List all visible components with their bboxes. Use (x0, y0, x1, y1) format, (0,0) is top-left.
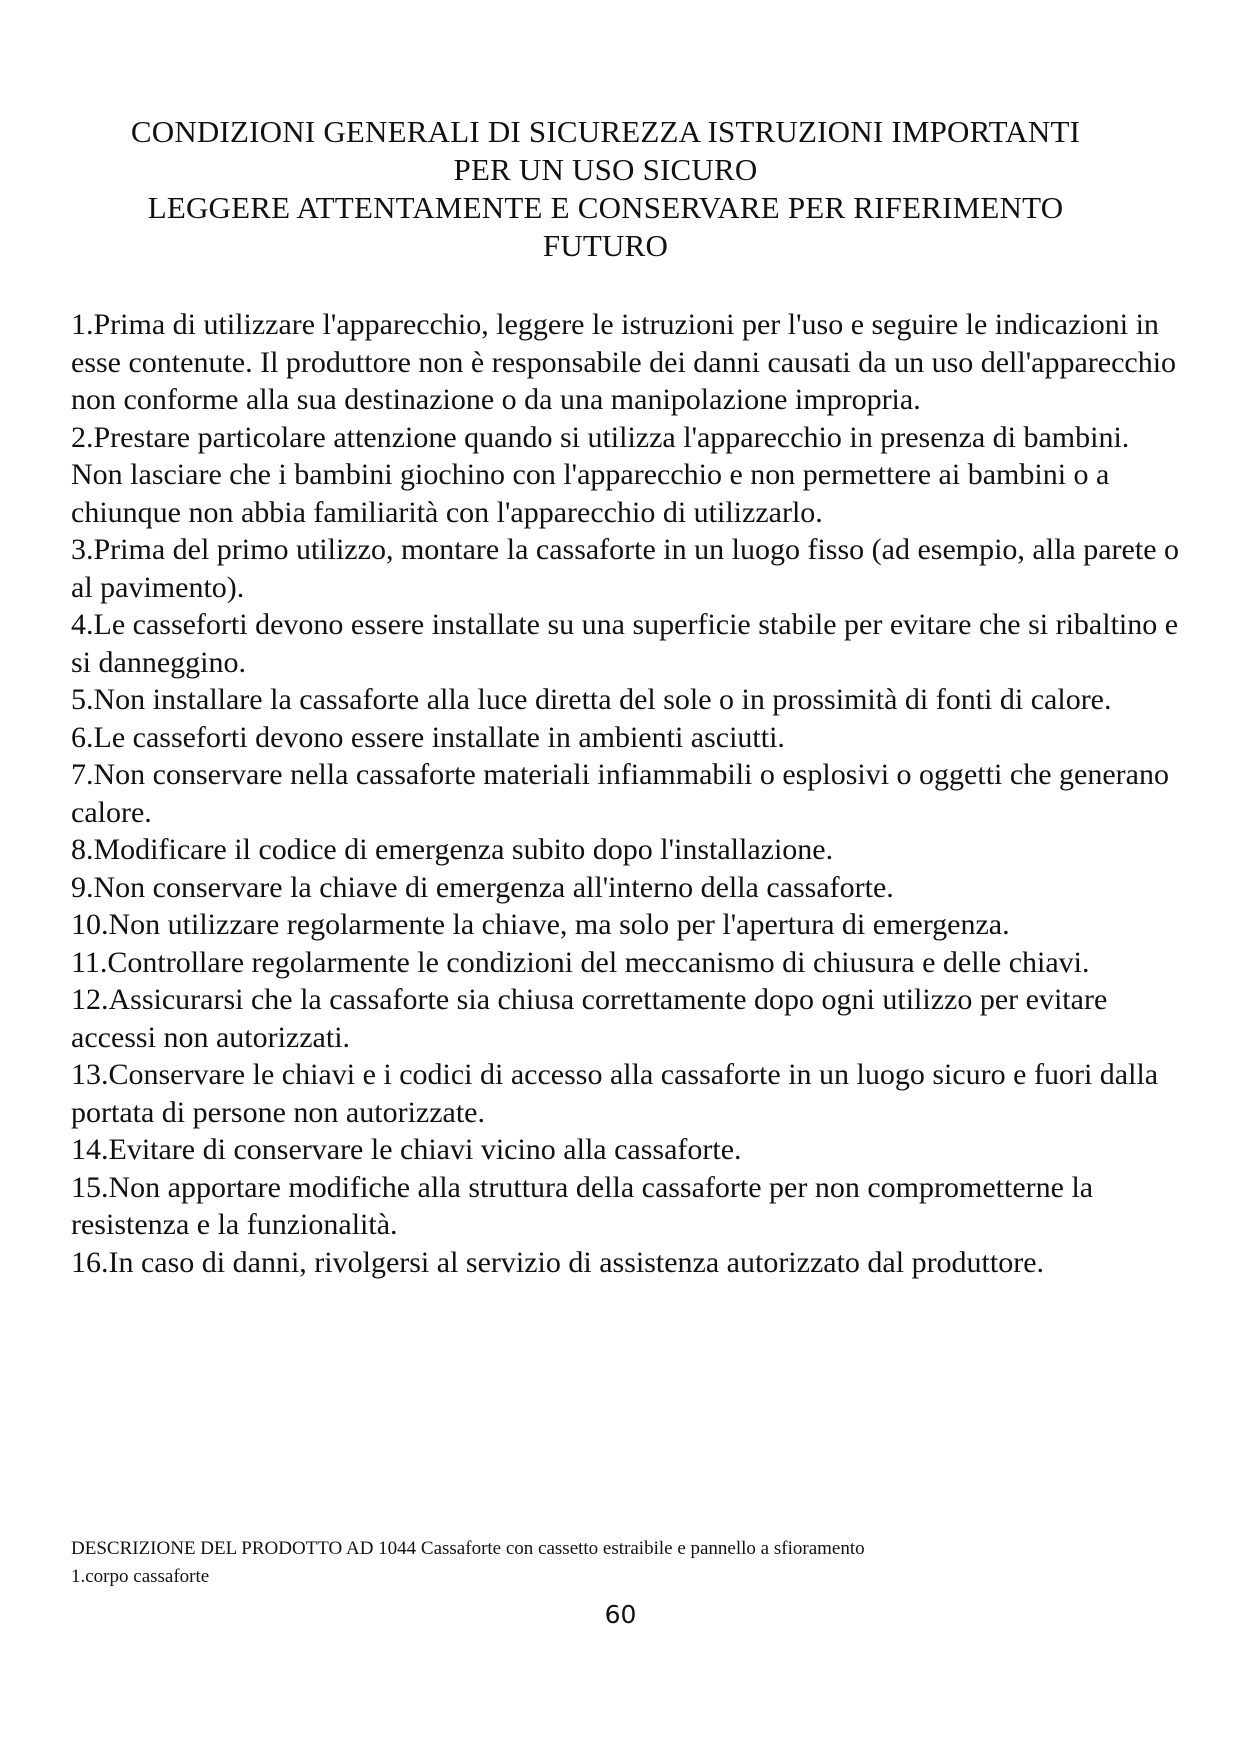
instruction-item-15: 15.Non apportare modifiche alla struttura della cassaforte per non comprometterne la resistenza e la funzionalità. (71, 1170, 1094, 1241)
product-description-title: DESCRIZIONE DEL PRODOTTO AD 1044 Cassaforte con cassetto estraibile e pannello a sfioramento (71, 1538, 865, 1559)
instruction-item-1: 1.Prima di utilizzare l'apparecchio, leggere le istruzioni per l'uso e seguire le indicazioni in esse contenute. Il produttore non è responsabile dei danni causati da un uso dell'apparecchio non conforme alla sua destinazione o da una manipolazione impropria. (71, 308, 1177, 416)
heading-line-2: PER UN USO SICURO (453, 152, 758, 187)
instruction-item-3: 3.Prima del primo utilizzo, montare la cassaforte in un luogo fisso (ad esempio, alla parete o al pavimento). (71, 533, 1180, 604)
instruction-item-10: 10.Non utilizzare regolarmente la chiave, ma solo per l'apertura di emergenza. (71, 908, 1010, 941)
instruction-item-14: 14.Evitare di conservare le chiavi vicino alla cassaforte. (71, 1133, 742, 1166)
instruction-item-4: 4.Le casseforti devono essere installate su una superficie stabile per evitare che si ribaltino e si danneggino. (71, 608, 1179, 679)
safety-heading (60, 113, 1151, 265)
instruction-item-9: 9.Non conservare la chiave di emergenza all'interno della cassaforte. (71, 870, 894, 904)
instruction-item-12: 12.Assicurarsi che la cassaforte sia chiusa correttamente dopo ogni utilizzo per evitare accessi non autorizzati. (71, 983, 1108, 1054)
instruction-item-2: 2.Prestare particolare attenzione quando si utilizza l'apparecchio in presenza di bambini. Non lasciare che i bambini giochino con l'apparecchio e non permettere ai bambini o a chiunque non abbia familiarità con l'apparecchio di utilizzarlo. (71, 420, 1130, 529)
safety-instructions-list (71, 306, 1181, 1281)
instruction-item-8: 8.Modificare il codice di emergenza subito dopo l'installazione. (71, 833, 834, 866)
heading-line-1: CONDIZIONI GENERALI DI SICUREZZA ISTRUZIONI IMPORTANTI (130, 114, 1081, 149)
instruction-item-13: 13.Conservare le chiavi e i codici di accesso alla cassaforte in un luogo sicuro e fuori dalla portata di persone non autorizzate. (71, 1058, 1159, 1129)
product-part-1: 1.corpo cassaforte (71, 1566, 210, 1587)
instruction-item-7: 7.Non conservare nella cassaforte materiali infiammabili o esplosivi o oggetti che generano calore. (71, 758, 1169, 829)
heading-line-3: LEGGERE ATTENTAMENTE E CONSERVARE PER RIFERIMENTO (147, 190, 1064, 225)
instruction-item-6: 6.Le casseforti devono essere installate in ambienti asciutti. (71, 720, 785, 754)
instruction-item-11: 11.Controllare regolarmente le condizioni del meccanismo di chiusura e delle chiavi. (71, 945, 1090, 979)
heading-line-4: FUTURO (542, 228, 669, 263)
product-description (71, 1535, 1171, 1591)
instruction-item-5: 5.Non installare la cassaforte alla luce diretta del sole o in prossimità di fonti di calore. (71, 683, 1112, 716)
instruction-item-16: 16.In caso di danni, rivolgersi al servizio di assistenza autorizzato dal produttore. (71, 1245, 1045, 1279)
page-number: 60 (604, 1600, 637, 1629)
